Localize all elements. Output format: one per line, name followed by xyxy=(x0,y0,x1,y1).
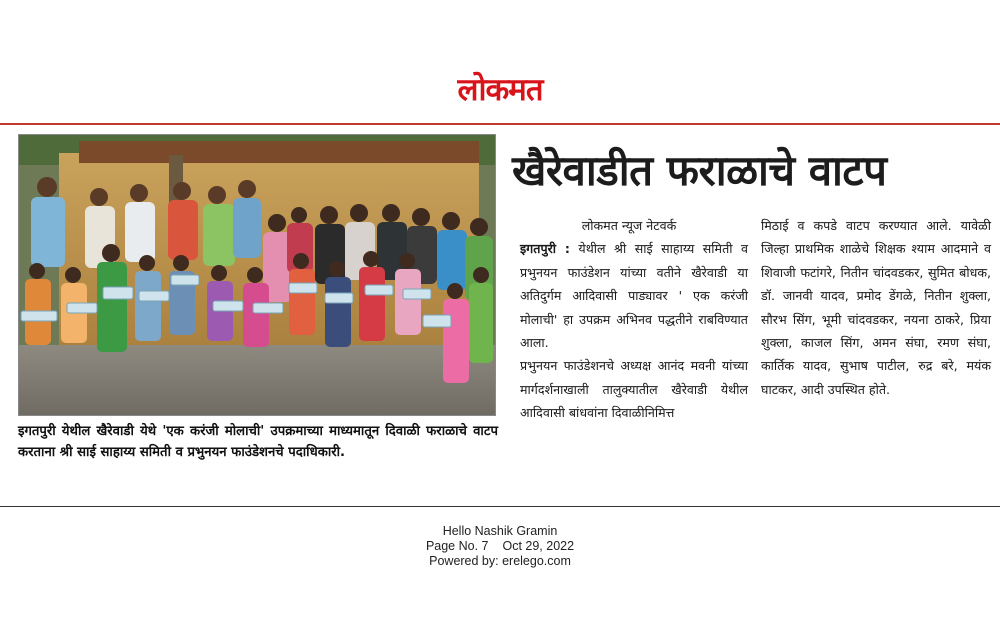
masthead-rule xyxy=(0,123,1000,125)
page-footer xyxy=(0,524,1000,569)
article-paragraph-3: मिठाई व कपडे वाटप करण्यात आले. यावेळी जिल्हा प्राथमिक शाळेचे शिक्षक श्याम आदमाने व शिवाजी फटांगरे, नितीन चांदवडकर, सुमित बोधक, डॉ. जानवी यादव, प्रमोद डेंगळे, नितीन शुक्ला, सौरभ सिंग, भूमी चांदवडकर, नयना ठाकरे, प्रिया शुक्ला, काजल सिंग, अमन संघा, रमण संघा, कार्तिक यादव, सुभाष पाटील, रुद्र बरे, मयंक घाटकर, आदी उपस्थित होते. xyxy=(761,218,991,397)
group-photo-icon xyxy=(19,135,496,416)
article-paragraph-1 xyxy=(520,237,748,354)
article-byline: लोकमत न्यूज नेटवर्क xyxy=(581,218,677,233)
masthead-logo: लोकमत xyxy=(457,72,543,108)
article-column-1 xyxy=(520,214,748,425)
footer-powered-by: Powered by: erelego.com xyxy=(429,554,571,568)
article-column-2 xyxy=(761,214,991,401)
footer-date: Oct 29, 2022 xyxy=(502,539,575,553)
article-paragraph-1-text: येथील श्री साई साहाय्य समिती व प्रभुनयन फाउंडेशन यांच्या वतीने खैरेवाडी या अतिदुर्गम आदिवासी पाड्यावर ' एक करंजी मोलाची' हा उपक्रम अभिनव पद्धतीने राबविण्यात आला. xyxy=(520,241,748,351)
article-headline: खैरेवाडीत फराळाचे वाटप xyxy=(512,146,887,195)
article-paragraph-2: प्रभुनयन फाउंडेशनचे अध्यक्ष आनंद मवनी यांच्या मार्गदर्शनाखाली तालुक्यातील खैरेवाडी येथील आदिवासी बांधवांना दिवाळीनिमित्त xyxy=(520,358,748,421)
footer-publication: Hello Nashik Gramin xyxy=(442,524,558,538)
footer-rule xyxy=(0,506,1000,507)
photo-caption: इगतपुरी येथील खैरेवाडी येथे 'एक करंजी मोलाची' उपक्रमाच्या माध्यमातून दिवाळी फराळाचे वाटप करताना श्री साई साहाय्य समिती व प्रभुनयन फाउंडेशनचे पदाधिकारी. xyxy=(18,424,498,460)
footer-page-line xyxy=(0,539,1000,554)
news-photo xyxy=(18,134,496,416)
footer-page-number: Page No. 7 xyxy=(425,539,489,553)
article-dateline: इगतपुरी : xyxy=(520,241,570,257)
